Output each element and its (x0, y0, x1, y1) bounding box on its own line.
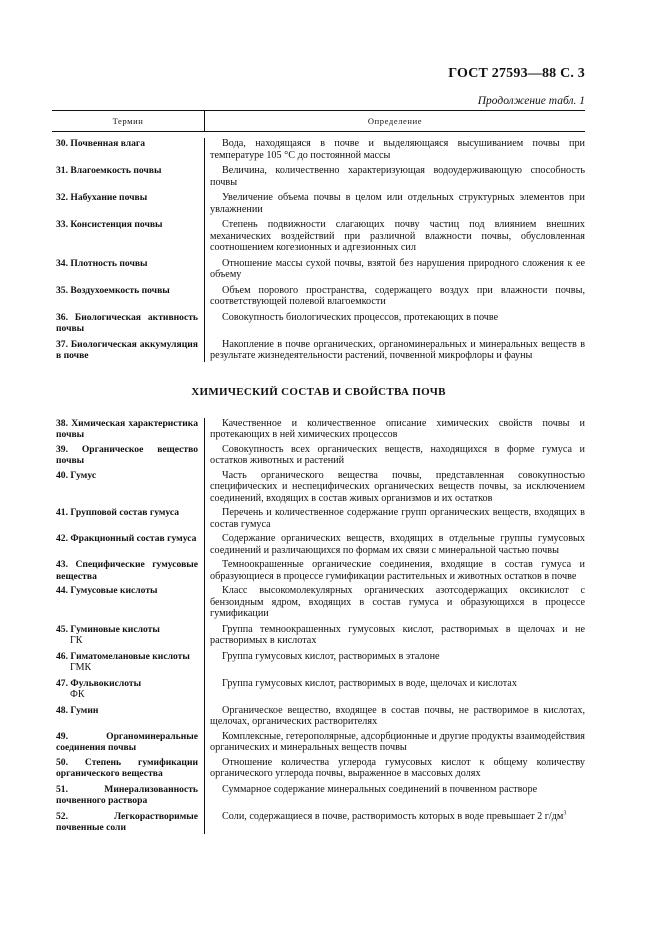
term-text: 33. Консистенция почвы (56, 219, 163, 230)
term-text: 36. Биологическая активность почвы (56, 311, 198, 334)
table-row (52, 470, 585, 505)
table-section-chemical (52, 418, 585, 834)
definition-cell (202, 470, 585, 505)
term-cell (52, 138, 202, 161)
table-row (52, 339, 585, 362)
table-continuation-note: Продолжение табл. 1 (477, 95, 585, 107)
term-cell (52, 258, 202, 281)
term-abbreviation: ФК (70, 689, 85, 700)
term-text: 40. Гумус (56, 469, 97, 481)
term-cell (52, 192, 202, 215)
term-text: 48. Гумин (56, 704, 99, 716)
table-row (52, 507, 585, 530)
table-rows-part1 (52, 138, 585, 362)
table-row (52, 784, 585, 807)
definition-cell (202, 165, 585, 188)
term-text: 38. Химическая характеристика почвы (56, 417, 198, 440)
definition-text: Темноокрашенные органические соединения, входящие в состав гумуса и образующиеся в процессе гумификации растительных и животных остатков в почве (210, 559, 585, 582)
table-row (52, 757, 585, 780)
terms-table (52, 110, 585, 834)
definition-cell (202, 533, 585, 556)
definition-cell (202, 784, 585, 807)
term-text: 45. Гуминовые кислоты (56, 623, 160, 635)
term-text: 41. Групповой состав гумуса (56, 507, 180, 518)
term-cell (52, 339, 202, 362)
term-cell (52, 624, 202, 647)
term-cell (52, 784, 202, 807)
term-cell (52, 559, 202, 582)
table-row (52, 312, 585, 335)
definition-cell (202, 507, 585, 530)
table-section-physical (52, 138, 585, 362)
term-cell (52, 731, 202, 754)
definition-text: Отношение количества углерода гумусовых кислот к общему количеству органического углерода почвы, выраженное в массовых долях (210, 756, 585, 779)
term-text: 31. Влагоемкость почвы (56, 165, 162, 176)
definition-cell (202, 705, 585, 728)
definition-text: Накопление в почве органических, органоминеральных и минеральных веществ в результате жизнедеятельности растений, почвенной микрофлоры и фауны (210, 338, 585, 361)
table-row (52, 811, 585, 834)
definition-text: Увеличение объема почвы в целом или отдельных структурных элементов при увлажнении (210, 192, 585, 215)
column-header-definition: Определение (367, 116, 423, 126)
definition-text: Перечень и количественное содержание групп органических веществ, входящих в состав гумуса (210, 507, 585, 530)
definition-text: Соли, содержащиеся в почве, растворимость которых в воде превышает 2 г/дм (222, 810, 564, 822)
table-row (52, 192, 585, 215)
column-header-term: Термин (52, 111, 205, 131)
term-cell (52, 219, 202, 254)
table-rows-part2 (52, 418, 585, 834)
definition-text: Группа гумусовых кислот, растворимых в воде, щелочах и кислотах (222, 677, 517, 689)
term-text: 49. Органоминеральные соединения почвы (56, 730, 198, 753)
definition-cell (202, 418, 585, 441)
definition-text: Комплексные, гетерополярные, адсорбционные и другие продукты взаимодействия органических и минеральных веществ почвы (210, 730, 585, 753)
definition-text: Группа гумусовых кислот, растворимых в эталоне (222, 650, 440, 662)
term-text: 32. Набухание почвы (56, 192, 148, 203)
term-text: 47. Фульвокислоты (56, 677, 142, 689)
term-cell (52, 312, 202, 335)
term-text: 43. Специфические гумусовые вещества (56, 559, 198, 582)
definition-cell (202, 444, 585, 467)
term-cell (52, 651, 202, 674)
definition-text: Группа темноокрашенных гумусовых кислот, растворимых в щелочах и не растворимых в кислотах (210, 623, 585, 646)
definition-cell (202, 757, 585, 780)
term-abbreviation: ГМК (70, 662, 92, 673)
term-cell (52, 285, 202, 308)
table-row (52, 585, 585, 620)
definition-text: Совокупность всех органических веществ, находящихся в форме гумуса и остатков животных и растений (210, 443, 585, 466)
definition-text: Органическое вещество, входящее в состав почвы, не растворимое в кислотах, щелочах, органических растворителях (210, 704, 585, 727)
definition-cell (202, 585, 585, 620)
table-header (52, 110, 585, 132)
term-text: 34. Плотность почвы (56, 257, 148, 269)
definition-text: Качественное и количественное описание химических свойств почвы и протекающих в ней химических процессов (210, 417, 585, 440)
term-text: 42. Фракционный состав гумуса (56, 533, 197, 544)
definition-superscript: 3 (563, 810, 567, 817)
table-row (52, 559, 585, 582)
term-text: 35. Воздухоемкость почвы (56, 284, 170, 296)
section-heading: ХИМИЧЕСКИЙ СОСТАВ И СВОЙСТВА ПОЧВ (191, 385, 446, 398)
definition-cell (202, 312, 585, 335)
term-cell (52, 165, 202, 188)
table-row (52, 165, 585, 188)
definition-cell (202, 219, 585, 254)
table-row (52, 731, 585, 754)
term-text: 46. Гиматомелановые кислоты (56, 650, 190, 662)
table-row (52, 651, 585, 674)
table-row (52, 678, 585, 701)
definition-cell (202, 731, 585, 754)
term-cell (52, 757, 202, 780)
term-text: 52. Легкорастворимые почвенные соли (56, 810, 198, 833)
definition-text: Степень подвижности слагающих почву частиц под влиянием внешних механических воздействий при различной влажности почвы, обусловленная соотношением когезионных и адгезионных сил (210, 219, 585, 253)
term-cell (52, 533, 202, 556)
term-cell (52, 418, 202, 441)
term-text: 37. Биологическая аккумуляция в почве (56, 338, 198, 361)
term-text: 51. Минерализованность почвенного раствора (56, 783, 198, 806)
definition-text: Отношение массы сухой почвы, взятой без нарушения природного сложения к ее объему (210, 257, 585, 280)
definition-cell (202, 285, 585, 308)
definition-text: Часть органического вещества почвы, представленная совокупностью специфических и неспецифических органических веществ почвы, за исключением соединений, входящих в состав живых организмов и их остатков (210, 469, 585, 504)
term-abbreviation: ГК (70, 635, 83, 646)
table-row (52, 533, 585, 556)
definition-cell (202, 624, 585, 647)
definition-text: Объем порового пространства, содержащего воздух при влажности почвы, соответствующей полевой влагоемкости (210, 284, 585, 307)
definition-text: Совокупность биологических процессов, протекающих в почве (222, 311, 499, 323)
term-cell (52, 678, 202, 701)
term-cell (52, 811, 202, 834)
table-row (52, 285, 585, 308)
definition-cell (202, 192, 585, 215)
definition-cell (202, 678, 585, 701)
definition-cell (202, 559, 585, 582)
document-header-title: ГОСТ 27593—88 С. 3 (448, 66, 585, 81)
table-row (52, 138, 585, 161)
table-row (52, 624, 585, 647)
table-row (52, 444, 585, 467)
definition-text: Класс высокомолекулярных органических азотсодержащих оксикислот с бензоидным ядром, входящих в состав гумуса и образующихся в процессе гумификации (210, 585, 585, 619)
term-cell (52, 470, 202, 505)
term-text: 39. Органическое вещество почвы (56, 443, 198, 466)
term-cell (52, 507, 202, 530)
term-cell (52, 585, 202, 620)
definition-cell (202, 651, 585, 674)
definition-text: Содержание органических веществ, входящих в отдельные группы гумусовых соединений и различающихся по формам их связи с минеральной частью почвы (210, 533, 585, 556)
table-row (52, 258, 585, 281)
term-text: 30. Почвенная влага (56, 138, 146, 149)
term-cell (52, 444, 202, 467)
term-cell (52, 705, 202, 728)
definition-text: Величина, количественно характеризующая водоудерживающую способность почвы (210, 165, 585, 188)
term-text: 50. Степень гумификации органического вещества (56, 756, 198, 779)
definition-cell (202, 339, 585, 362)
definition-cell (202, 811, 585, 834)
table-row (52, 219, 585, 254)
definition-text: Вода, находящаяся в почве и выделяющаяся высушиванием почвы при температуре 105 °С до постоянной массы (210, 138, 585, 161)
term-text: 44. Гумусовые кислоты (56, 585, 158, 596)
definition-cell (202, 258, 585, 281)
table-row (52, 418, 585, 441)
definition-text: Суммарное содержание минеральных соединений в почвенном растворе (222, 783, 538, 795)
table-row (52, 705, 585, 728)
definition-cell (202, 138, 585, 161)
